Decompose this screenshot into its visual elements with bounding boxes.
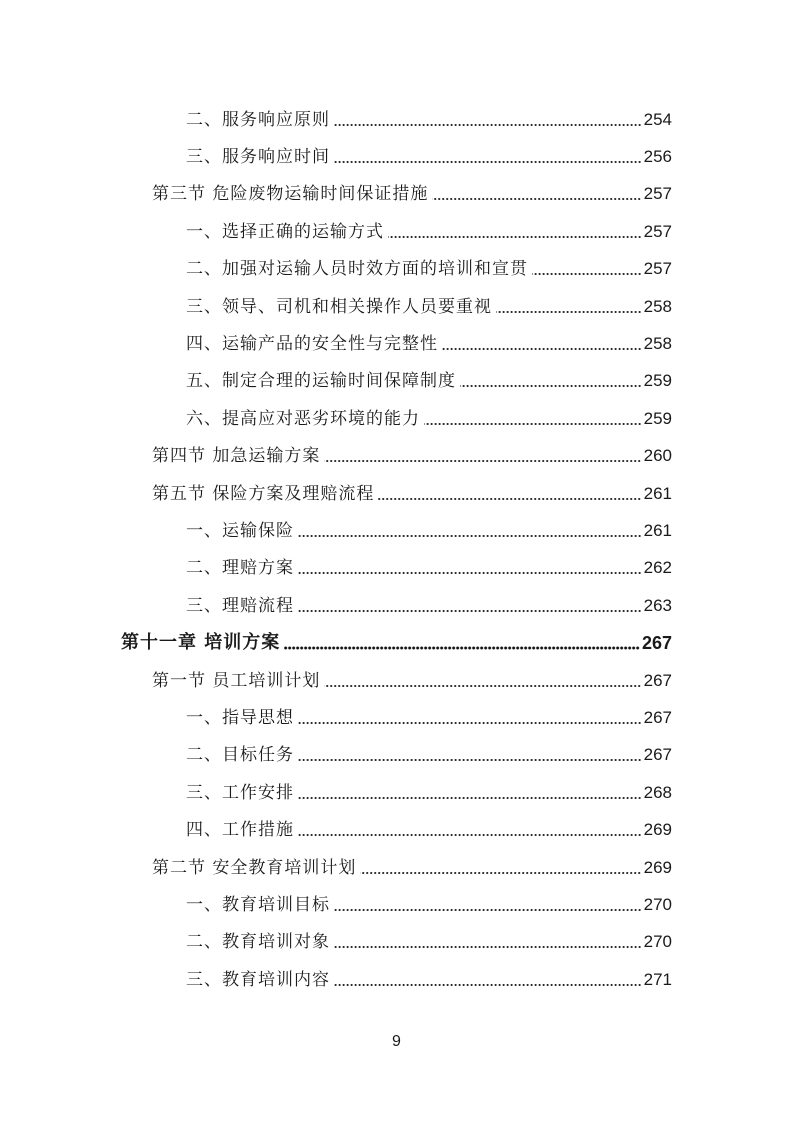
toc-dot-leader xyxy=(324,459,641,463)
toc-dot-leader xyxy=(298,796,642,800)
toc-dot-leader xyxy=(432,197,641,201)
toc-entry-title: 一、运输保险 xyxy=(186,520,294,541)
toc-entry-page: 259 xyxy=(643,371,672,391)
toc-entry-title: 第四节 加急运输方案 xyxy=(152,446,321,467)
toc-entry-title: 五、制定合理的运输时间保障制度 xyxy=(186,371,456,392)
toc-entry-page: 257 xyxy=(643,221,672,241)
toc-subsection-entry[interactable] xyxy=(0,774,793,811)
toc-entry-page: 267 xyxy=(643,707,672,727)
toc-dot-leader xyxy=(388,235,642,239)
toc-dot-leader xyxy=(284,646,640,650)
toc-entry-title: 四、工作措施 xyxy=(186,820,294,841)
toc-subsection-entry[interactable] xyxy=(0,587,793,624)
toc-subsection-entry[interactable] xyxy=(0,811,793,848)
toc-entry-title: 三、领导、司机和相关操作人员要重视 xyxy=(186,296,492,317)
toc-entry-page: 261 xyxy=(643,483,672,503)
toc-dot-leader xyxy=(334,945,642,949)
toc-dot-leader xyxy=(298,721,642,725)
toc-subsection-entry[interactable] xyxy=(0,251,793,288)
toc-dot-leader xyxy=(334,123,642,127)
toc-subsection-entry[interactable] xyxy=(0,363,793,400)
toc-section-entry[interactable] xyxy=(0,176,793,213)
toc-dot-leader xyxy=(298,534,642,538)
toc-subsection-entry[interactable] xyxy=(0,961,793,998)
toc-entry-page: 268 xyxy=(643,782,672,802)
toc-entry-title: 第五节 保险方案及理赔流程 xyxy=(152,483,375,504)
toc-subsection-entry[interactable] xyxy=(0,101,793,138)
toc-entry-page: 257 xyxy=(643,259,672,279)
toc-dot-leader xyxy=(334,160,642,164)
toc-section-entry[interactable] xyxy=(0,662,793,699)
toc-subsection-entry[interactable] xyxy=(0,886,793,923)
toc-dot-leader xyxy=(324,684,641,688)
toc-entry-title: 第一节 员工培训计划 xyxy=(152,670,321,691)
toc-subsection-entry[interactable] xyxy=(0,699,793,736)
toc-subsection-entry[interactable] xyxy=(0,213,793,250)
toc-entry-page: 258 xyxy=(643,296,672,316)
toc-entry-page: 256 xyxy=(643,147,672,167)
toc-entry-page: 263 xyxy=(643,595,672,615)
toc-entry-page: 269 xyxy=(643,857,672,877)
toc-entry-page: 262 xyxy=(643,558,672,578)
toc-dot-leader xyxy=(298,571,642,575)
toc-entry-page: 254 xyxy=(643,109,672,129)
toc-entry-title: 三、服务响应时间 xyxy=(186,147,330,168)
toc-entry-page: 271 xyxy=(643,969,672,989)
toc-entry-title: 三、工作安排 xyxy=(186,782,294,803)
toc-dot-leader xyxy=(378,497,641,501)
toc-entry-page: 270 xyxy=(643,932,672,952)
toc-dot-leader xyxy=(334,908,642,912)
toc-subsection-entry[interactable] xyxy=(0,924,793,961)
toc-section-entry[interactable] xyxy=(0,849,793,886)
toc-section-entry[interactable] xyxy=(0,475,793,512)
toc-entry-page: 269 xyxy=(643,820,672,840)
toc-entry-page: 270 xyxy=(643,894,672,914)
toc-entry-title: 一、指导思想 xyxy=(186,707,294,728)
toc-dot-leader xyxy=(424,422,642,426)
toc-entry-title: 第三节 危险废物运输时间保证措施 xyxy=(152,184,429,205)
toc-subsection-entry[interactable] xyxy=(0,138,793,175)
toc-subsection-entry[interactable] xyxy=(0,512,793,549)
toc-entry-title: 第二节 安全教育培训计划 xyxy=(152,857,357,878)
toc-entry-title: 三、教育培训内容 xyxy=(186,969,330,990)
toc-entry-title: 二、加强对运输人员时效方面的培训和宣贯 xyxy=(186,259,528,280)
toc-entry-title: 六、提高应对恶劣环境的能力 xyxy=(186,408,420,429)
toc-dot-leader xyxy=(298,833,642,837)
toc-entry-page: 259 xyxy=(643,408,672,428)
toc-subsection-entry[interactable] xyxy=(0,288,793,325)
toc-entry-page: 267 xyxy=(643,745,672,765)
toc-entry-page: 267 xyxy=(643,670,672,690)
toc-dot-leader xyxy=(532,272,642,276)
toc-entry-page: 261 xyxy=(643,520,672,540)
toc-entry-title: 三、理赔流程 xyxy=(186,595,294,616)
toc-subsection-entry[interactable] xyxy=(0,737,793,774)
toc-dot-leader xyxy=(460,384,642,388)
toc-dot-leader xyxy=(298,609,642,613)
toc-entry-title: 二、目标任务 xyxy=(186,745,294,766)
toc-subsection-entry[interactable] xyxy=(0,550,793,587)
toc-entry-page: 267 xyxy=(641,633,672,654)
table-of-contents xyxy=(0,101,793,998)
toc-entry-page: 258 xyxy=(643,334,672,354)
toc-dot-leader xyxy=(496,310,642,314)
toc-entry-title: 二、理赔方案 xyxy=(186,558,294,579)
toc-entry-title: 四、运输产品的安全性与完整性 xyxy=(186,334,438,355)
toc-dot-leader xyxy=(360,871,641,875)
toc-entry-page: 257 xyxy=(643,184,672,204)
toc-dot-leader xyxy=(442,347,642,351)
toc-entry-title: 一、教育培训目标 xyxy=(186,894,330,915)
toc-entry-title: 二、服务响应原则 xyxy=(186,109,330,130)
toc-section-entry[interactable] xyxy=(0,438,793,475)
toc-dot-leader xyxy=(334,983,642,987)
toc-subsection-entry[interactable] xyxy=(0,325,793,362)
toc-chapter-entry[interactable] xyxy=(0,624,793,661)
toc-entry-title: 第十一章 培训方案 xyxy=(121,632,281,654)
toc-entry-title: 一、选择正确的运输方式 xyxy=(186,221,384,242)
toc-entry-page: 260 xyxy=(643,446,672,466)
page-number: 9 xyxy=(392,1033,401,1050)
toc-dot-leader xyxy=(298,758,642,762)
toc-subsection-entry[interactable] xyxy=(0,400,793,437)
toc-entry-title: 二、教育培训对象 xyxy=(186,932,330,953)
